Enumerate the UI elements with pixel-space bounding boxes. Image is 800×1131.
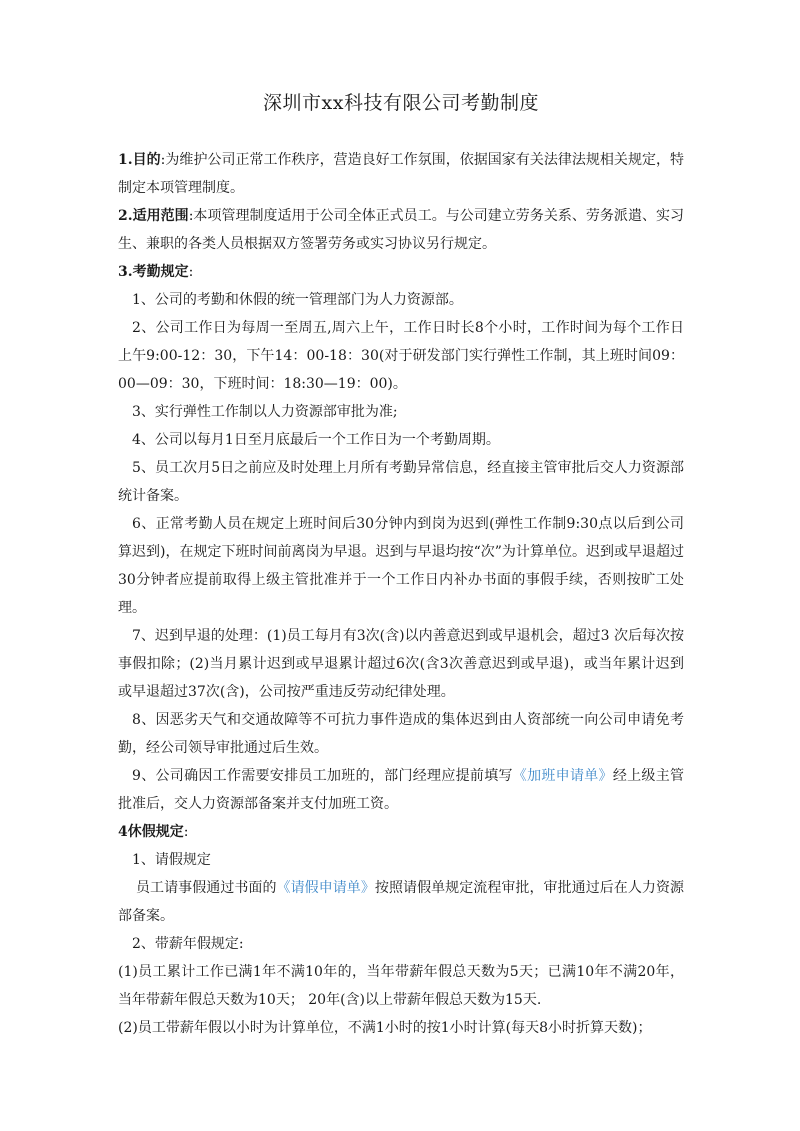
- section-leave-label: 4休假规定: [118, 824, 184, 840]
- document-page: [118, 90, 684, 1042]
- leave-form-link[interactable]: 《请假申请单》: [276, 880, 375, 896]
- attendance-item-2: 2、公司工作日为每周一至周五,周六上午，工作日时长8个小时，工作时间为每个工作日上午9:00-12：30，下午14：00-18：30(对于研发部门实行弹性工作制，其上班时间09：00—09：30，下班时间：18:30—19：00)。: [118, 320, 684, 392]
- leave-request-after: 按照请假单规定流程审批，审批通过后在人力资源部备案。: [118, 880, 685, 924]
- leave-request-paragraph: [118, 874, 684, 930]
- section-attendance-label: 3.考勤规定: [118, 264, 189, 280]
- attendance-item-9-before: 9、公司确因工作需要安排员工加班的，部门经理应提前填写: [132, 768, 513, 784]
- section-purpose: [118, 146, 684, 202]
- attendance-item-7: 7、迟到早退的处理：(1)员工每月有3次(含)以内善意迟到或早退机会，超过3 次后每次按事假扣除；(2)当月累计迟到或早退累计超过6次(含3次善意迟到或早退)，或当年累计迟到或早退超过37次(含)，公司按严重违反劳动纪律处理。: [118, 628, 684, 700]
- document-title: 深圳市xx科技有限公司考勤制度: [263, 92, 539, 114]
- overtime-form-link[interactable]: 《加班申请单》: [512, 768, 613, 784]
- leave-subheading-2: 2、带薪年假规定:: [132, 936, 244, 952]
- section-attendance-colon: :: [188, 264, 194, 280]
- section-scope-label: 2.适用范围: [118, 208, 189, 224]
- annual-leave-rule-2: (2)员工带薪年假以小时为计算单位，不满1小时的按1小时计算(每天8小时折算天数)；: [118, 1020, 652, 1036]
- annual-leave-rule-1: (1)员工累计工作已满1年不满10年的，当年带薪年假总天数为5天；已满10年不满20年，当年带薪年假总天数为10天； 20年(含)以上带薪年假总天数为15天.: [118, 964, 684, 1008]
- attendance-item-9-after: 经上级主管批准后，交人力资源部备案并支付加班工资。: [118, 768, 685, 812]
- attendance-item-6: 6、正常考勤人员在规定上班时间后30分钟内到岗为迟到(弹性工作制9:30点以后到公司算迟到)，在规定下班时间前离岗为早退。迟到与早退均按“次”为计算单位。迟到或早退超过30分钟者应提前取得上级主管批准并于一个工作日内补办书面的事假手续，否则按旷工处理。: [118, 516, 684, 616]
- section-scope: [118, 202, 684, 258]
- section-leave-colon: :: [183, 824, 189, 840]
- section-purpose-text: :为维护公司正常工作秩序，营造良好工作氛围，依据国家有关法律法规相关规定，特制定本项管理制度。: [118, 152, 684, 196]
- attendance-item-5: 5、员工次月5日之前应及时处理上月所有考勤异常信息，经直接主管审批后交人力资源部统计备案。: [118, 460, 684, 504]
- attendance-item-8: 8、因恶劣天气和交通故障等不可抗力事件造成的集体迟到由人资部统一向公司申请免考勤，经公司领导审批通过后生效。: [118, 712, 684, 756]
- section-purpose-label: 1.目的: [118, 152, 161, 168]
- attendance-item-1: 1、公司的考勤和休假的统一管理部门为人力资源部。: [132, 292, 463, 308]
- attendance-item-3: 3、实行弹性工作制以人力资源部审批为准;: [132, 404, 398, 420]
- attendance-item-4: 4、公司以每月1日至月底最后一个工作日为一个考勤周期。: [132, 432, 500, 448]
- section-scope-text: :本项管理制度适用于公司全体正式员工。与公司建立劳务关系、劳务派遣、实习生、兼职的各类人员根据双方签署劳务或实习协议另行规定。: [118, 208, 684, 252]
- leave-subheading-1: 1、请假规定: [132, 852, 211, 868]
- attendance-item-9: [118, 762, 684, 818]
- leave-request-before: 员工请事假通过书面的: [136, 880, 277, 896]
- section-attendance-heading: [118, 258, 684, 286]
- section-leave-heading: [118, 818, 684, 846]
